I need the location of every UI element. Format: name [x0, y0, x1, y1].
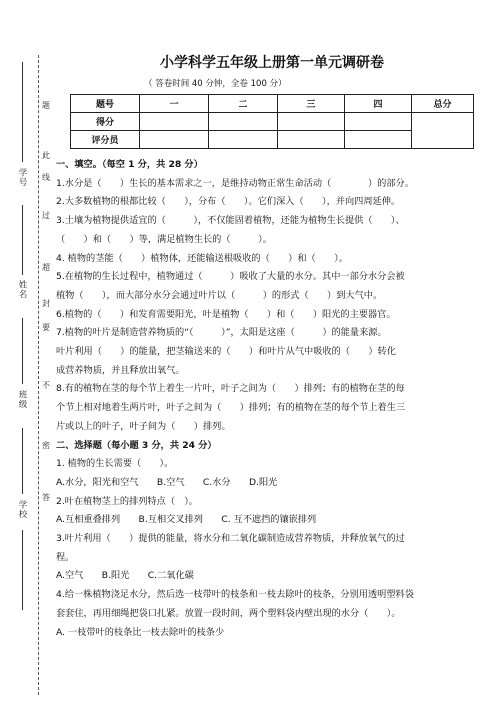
- question-line: A.互相重叠排列 B.互相交叉排列 C. 互不遮挡的镶嵌排列: [56, 514, 317, 526]
- question-line: 个节上相对地着生两片叶，叶子之间为（ ）排列；有的植物在茎的每个节上着生三: [56, 402, 406, 414]
- binding-margin: [0, 0, 62, 702]
- seal-char: 密: [42, 441, 50, 450]
- question-line: 7.植物的叶片是制造营养物质的“（ ）”，太阳是这座（ ）的能量来源。: [56, 327, 387, 339]
- question-line: 2.大多数植物的根都比较（ ），分布（ ）。它们深入（ ），并向四周延伸。: [56, 196, 401, 208]
- name-field[interactable]: [22, 205, 23, 275]
- score-row: [71, 113, 474, 131]
- question-line: 5.在植物的生长过程中，植物通过（ ）吸收了大量的水分。其中一部分水分会被: [56, 271, 405, 283]
- question-line: 成营养物质，并且释放出氧气。: [56, 364, 185, 376]
- seal-char: 题: [42, 101, 50, 110]
- header-cell: 三: [278, 95, 345, 113]
- question-line: 2.叶在植物茎上的排列特点（ ）。: [56, 495, 198, 507]
- question-line: A.水分，阳光和空气 B.空气 C.水分 D.阳光: [56, 476, 278, 488]
- grader-cell[interactable]: [209, 131, 278, 149]
- seal-char: 答: [42, 493, 50, 502]
- question-line: 3.土壤为植物提供适宜的（ ），不仅能固着植物，还能为植物生长提供（ ）、: [56, 215, 405, 227]
- binding-dashed-line: [38, 55, 39, 695]
- seal-char: 要: [42, 323, 50, 332]
- class-field[interactable]: [22, 318, 23, 384]
- question-line: 套套住，再用细绳把袋口扎紧。放置一段时间，两个塑料袋内壁出现的水分（ ）。: [56, 607, 401, 619]
- question-line: 程。: [56, 551, 75, 563]
- header-cell: 一: [140, 95, 209, 113]
- score-cell[interactable]: [345, 113, 412, 131]
- score-cell[interactable]: [278, 113, 345, 131]
- question-line: 4.给一株植物浇足水分，然后选一枝带叶的枝条和一枝去除叶的枝条，分别用透明塑料袋: [56, 589, 414, 601]
- school-label: 学校: [17, 500, 27, 519]
- question-line: A.空气 B.阳光 C.二氧化碳: [56, 570, 194, 582]
- question-line: 4. 植物的茎能（ ）植物体，还能输送根吸收的（ ）和（ ）。: [56, 252, 348, 264]
- exam-paper: [56, 0, 488, 702]
- header-cell: 题号: [71, 95, 140, 113]
- question-line: 植物（ ），而大部分水分会通过叶片以（ ）的形式（ ）到大气中。: [56, 289, 383, 301]
- question-line: 8.有的植物在茎的每个节上着生一片叶，叶子之间为（ ）排列；有的植物在茎的每: [56, 383, 405, 395]
- grader-cell[interactable]: [140, 131, 209, 149]
- seal-char: 不: [42, 381, 50, 390]
- row-label: 评分员: [71, 131, 140, 149]
- total-score-cell[interactable]: [412, 113, 474, 149]
- header-cell: 总分: [412, 95, 474, 113]
- question-line: A. 一枝带叶的枝条比一枝去除叶的枝条少: [56, 626, 225, 638]
- seal-char: 过: [42, 211, 50, 220]
- seal-char: 此: [42, 151, 50, 160]
- exam-subtitle: （ 答卷时间 40 分钟，全卷 100 分）: [144, 79, 287, 89]
- page-title: 小学科学五年级上册第一单元调研卷: [160, 55, 384, 71]
- school-field-extra[interactable]: [22, 530, 23, 610]
- grader-cell[interactable]: [345, 131, 412, 149]
- section-heading: 二、选择题（每小题 3 分，共 24 分）: [56, 439, 217, 451]
- score-table: [70, 94, 474, 149]
- seal-char: 超: [42, 263, 50, 272]
- score-cell[interactable]: [140, 113, 209, 131]
- class-label: 班级: [17, 390, 27, 409]
- seal-char: 封: [42, 299, 50, 308]
- school-field[interactable]: [22, 428, 23, 494]
- row-label: 得分: [71, 113, 140, 131]
- question-line: 1. 植物的生长需要（ ）。: [56, 458, 174, 470]
- student-id-field[interactable]: [22, 62, 23, 162]
- section-heading: 一、填空。（每空 1 分，共 28 分）: [56, 159, 203, 170]
- question-body: [56, 156, 488, 642]
- score-table-header-row: [71, 95, 474, 113]
- question-line: 叶片利用（ ）的能量，把茎输送来的（ ）和叶片从气中吸收的（ ）转化: [56, 346, 396, 358]
- question-line: 1.水分是（ ）生长的基本需求之一，是维持动物正常生命活动（ ）的部分。: [56, 177, 414, 189]
- student-id-label: 学号: [17, 168, 27, 187]
- question-line: 3.叶片利用（ ）提供的能量，将水分和二氧化碳制造成营养物质，并释放氧气的过: [56, 533, 405, 545]
- header-cell: 四: [345, 95, 412, 113]
- seal-char: 线: [42, 173, 50, 182]
- question-line: 片或以上的叶子，叶子间为（ ）排列。: [56, 420, 231, 432]
- score-cell[interactable]: [209, 113, 278, 131]
- header-cell: 二: [209, 95, 278, 113]
- question-line: 6.植物的（ ）和发育需要阳光，叶是植物（ ）和（ ）阳光的主要器官。: [56, 308, 396, 320]
- name-label: 姓名: [17, 280, 27, 299]
- grader-cell[interactable]: [278, 131, 345, 149]
- question-line: （ ）和（ ）等，满足植物生长的（ ）。: [56, 233, 272, 245]
